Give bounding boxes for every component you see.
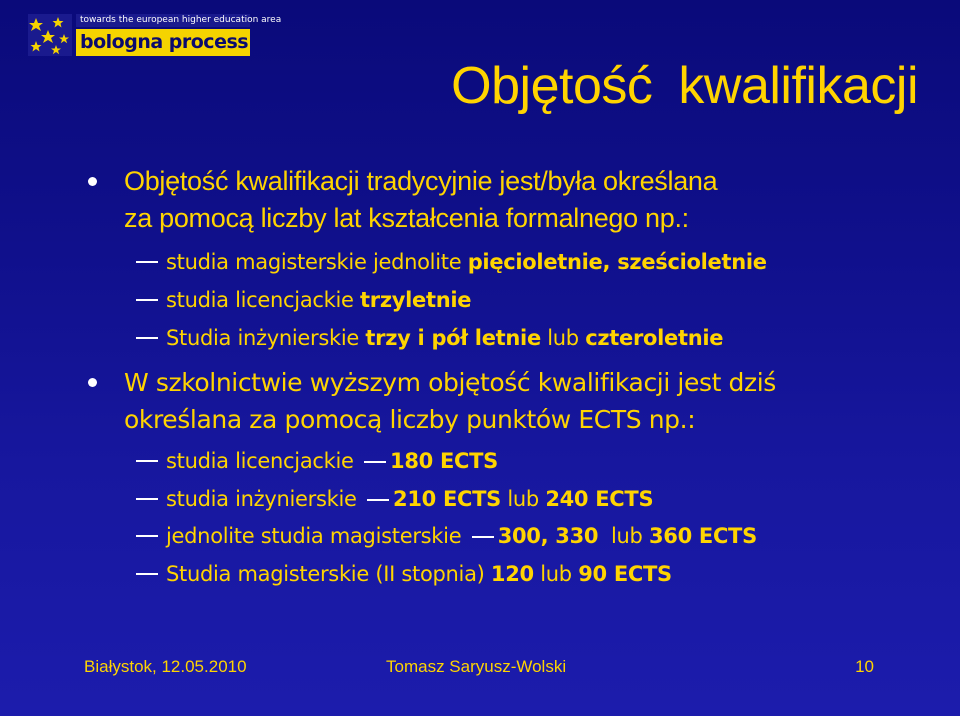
sub-item (166, 485, 653, 513)
sub-item-text: Studia magisterskie (II stopnia) (166, 562, 491, 586)
sub-item-bold: pięcioletnie, sześcioletnie (467, 250, 767, 274)
sub-item-bold: 240 ECTS (545, 487, 654, 511)
sub-item-text: studia licencjackie (166, 288, 361, 312)
sub-item (166, 447, 498, 475)
sub-item-text: jednolite studia magisterskie (166, 524, 468, 548)
bullet-dot (88, 177, 97, 186)
footer-location-date: Białystok, 12.05.2010 (84, 657, 247, 676)
bullet-traditional (124, 163, 904, 237)
bullet-ects (124, 364, 904, 438)
footer-author: Tomasz Saryusz-Wolski (386, 657, 567, 676)
sub-item-text: studia magisterskie jednolite (166, 250, 468, 274)
inline-dash (472, 536, 494, 538)
sub-item (166, 286, 471, 314)
sub-item-bold: czteroletnie (585, 326, 724, 350)
sub-item (166, 522, 757, 550)
sub-item-text: lub (598, 524, 649, 548)
sub-item-bold: 90 ECTS (578, 562, 672, 586)
sub-item-text: lub (500, 487, 546, 511)
bullet-text-line: Objętość kwalifikacji tradycyjnie jest/była określana (124, 166, 718, 196)
sub-item-bold: 360 ECTS (648, 524, 757, 548)
bullet-dot (88, 378, 97, 387)
dash-marker (136, 299, 158, 301)
sub-item (166, 324, 723, 352)
sub-item-bold: trzy i pół letnie (365, 326, 541, 350)
dash-marker (136, 498, 158, 500)
sub-item (166, 560, 672, 588)
sub-item-text: studia inżynierskie (166, 487, 364, 511)
dash-marker (136, 535, 158, 537)
bullet-text-line: W szkolnictwie wyższym objętość kwalifikacji jest dziś (124, 368, 776, 397)
eu-stars-icon (28, 14, 72, 56)
sub-item-text: lub (533, 562, 579, 586)
dash-marker (136, 573, 158, 575)
dash-marker (136, 460, 158, 462)
sub-item-bold: 210 ECTS (393, 487, 501, 511)
bologna-process-logo (28, 14, 282, 56)
sub-item-bold: 300, 330 (497, 524, 599, 548)
dash-marker (136, 261, 158, 263)
sub-item-text: studia licencjackie (166, 449, 361, 473)
title-word-1: Objętość (451, 57, 653, 115)
sub-item-text: Studia inżynierskie (166, 326, 366, 350)
sub-item-bold: 120 (490, 562, 534, 586)
sub-item-bold: trzyletnie (360, 288, 472, 312)
bullet-text-line: za pomocą liczby lat kształcenia formalnego np.: (124, 203, 689, 233)
sub-item (166, 248, 767, 276)
inline-dash (367, 499, 389, 501)
sub-item-text: lub (540, 326, 586, 350)
slide-title (451, 50, 918, 122)
bullet-text-line: określana za pomocą liczby punktów ECTS np.: (124, 405, 696, 434)
dash-marker (136, 337, 158, 339)
inline-dash (364, 461, 386, 463)
logo-wordmark: bologna process (76, 29, 250, 56)
sub-item-bold: 180 ECTS (390, 449, 498, 473)
footer-page-number: 10 (855, 657, 874, 676)
logo-tagline: towards the european higher education area (76, 14, 250, 27)
title-word-2: kwalifikacji (678, 57, 918, 115)
